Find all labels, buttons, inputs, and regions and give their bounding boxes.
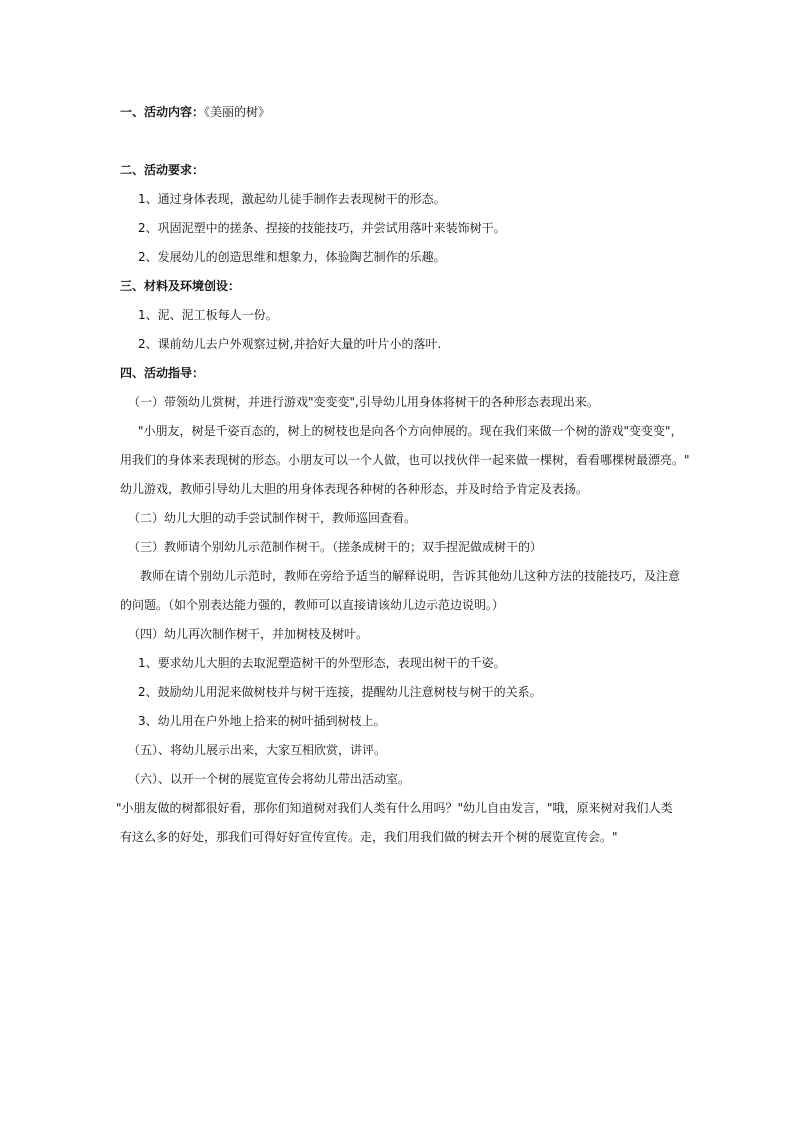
guidance-line: 1、要求幼儿大胆的去取泥塑造树干的外型形态，表现出树干的千姿。: [138, 656, 506, 670]
guidance-line: （二）幼儿大胆的动手尝试制作树干，教师巡回查看。: [128, 511, 417, 525]
section-3-heading: 三、材料及环境创设：: [120, 279, 241, 293]
section-1-heading: [120, 103, 270, 121]
guidance-line: 教师在请个别幼儿示范时，教师在旁给予适当的解释说明，告诉其他幼儿这种方法的技能技巧，及注意: [140, 569, 681, 583]
guidance-line: 2、鼓励幼儿用泥来做树枝并与树干连接，提醒幼儿注意树枝与树干的关系。: [138, 685, 542, 699]
material-item: 1、泥、泥工板每人一份。: [138, 308, 278, 322]
material-item: 2、课前幼儿去户外观察过树,并拾好大量的叶片小的落叶.: [138, 337, 442, 351]
guidance-line: 用我们的身体来表现树的形态。小朋友可以一个人做，也可以找伙伴一起来做一棵树，看看哪棵树最漂亮。": [120, 453, 690, 467]
guidance-line: 幼儿游戏，教师引导幼儿大胆的用身体表现各种树的各种形态，并及时给予肯定及表扬。: [120, 482, 589, 496]
requirement-item: 2、发展幼儿的创造思维和想象力，体验陶艺制作的乐趣。: [138, 250, 446, 264]
guidance-line: 的问题。（如个别表达能力强的，教师可以直接请该幼儿边示范边说明。）: [120, 598, 505, 612]
guidance-line: （一）带领幼儿赏树，并进行游戏"变变变",引导幼儿用身体将树干的各种形态表现出来。: [128, 395, 599, 409]
requirement-item: 2、巩固泥塑中的搓条、捏接的技能技巧，并尝试用落叶来装饰树干。: [138, 221, 506, 235]
guidance-line: （六）、以开一个树的展览宣传会将幼儿带出活动室。: [128, 772, 411, 786]
guidance-line: （四）幼儿再次制作树干，并加树枝及树叶。: [128, 627, 369, 641]
guidance-line: 有这么多的好处，那我们可得好好宣传宣传。走，我们用我们做的树去开个树的展览宣传会。": [120, 830, 618, 844]
guidance-line: "小朋友，树是千姿百态的，树上的树枝也是向各个方向伸展的。现在我们来做一个树的游戏"变变变"，: [138, 424, 683, 438]
guidance-line: "小朋友做的树都很好看，那你们知道树对我们人类有什么用吗？"幼儿自由发言，"哦，原来树对我们人类: [116, 801, 673, 815]
section-2-heading: 二、活动要求：: [120, 163, 205, 177]
activity-title: 《美丽的树》: [204, 105, 271, 119]
guidance-line: （三）教师请个别幼儿示范制作树干。（搓条成树干的；双手捏泥做成树干的）: [128, 540, 543, 554]
guidance-line: （五）、将幼儿展示出来，大家互相欣赏，讲评。: [128, 743, 387, 757]
requirement-item: 1、通过身体表现，激起幼儿徒手制作去表现树干的形态。: [138, 192, 446, 206]
section-4-heading: 四、活动指导：: [120, 366, 205, 380]
guidance-line: 3、幼儿用在户外地上拾来的树叶插到树枝上。: [138, 714, 386, 728]
section-1-label: 一、活动内容：: [120, 105, 205, 119]
